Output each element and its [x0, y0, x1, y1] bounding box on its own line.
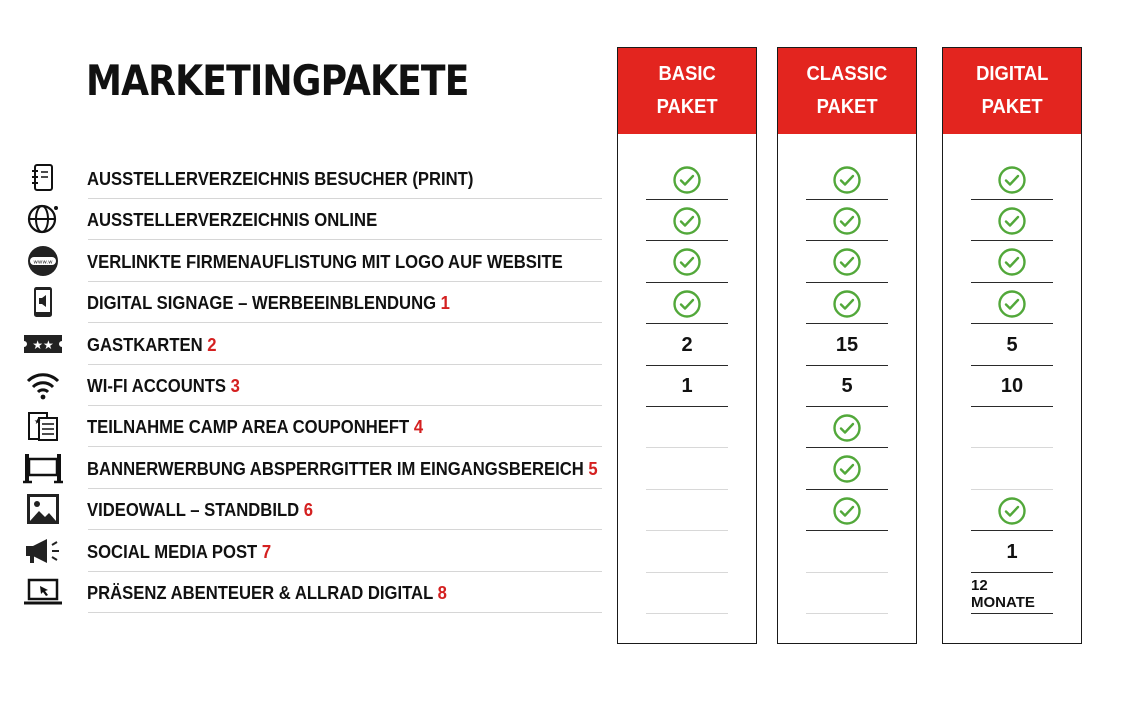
package-header-line2: PAKET — [981, 96, 1043, 118]
feature-label — [87, 458, 598, 480]
feature-label-text: VIDEOWALL – STANDBILD — [87, 499, 300, 521]
feature-label-text: WI-FI ACCOUNTS — [87, 375, 227, 396]
feature-label — [87, 168, 473, 190]
package-header-line2: PAKET — [656, 96, 718, 118]
package-header — [778, 48, 916, 134]
feature-label — [87, 251, 563, 273]
feature-label-text: AUSSTELLERVERZEICHNIS BESUCHER (PRINT) — [87, 168, 474, 189]
package-column-classic — [777, 47, 917, 644]
empty-cell — [971, 449, 1053, 490]
feature-row — [20, 158, 602, 199]
check-icon — [672, 289, 702, 319]
banner-barrier-icon — [22, 453, 64, 483]
footnote-number: 3 — [230, 375, 240, 396]
cell-value: 1 — [681, 375, 693, 397]
check-icon — [672, 247, 702, 277]
feature-label — [87, 334, 217, 356]
feature-row — [20, 489, 602, 530]
included-cell — [971, 242, 1053, 283]
svg-text:★★: ★★ — [32, 337, 54, 352]
value-cell — [646, 366, 728, 407]
feature-label — [87, 582, 447, 604]
feature-label-text: AUSSTELLERVERZEICHNIS ONLINE — [87, 209, 378, 231]
wifi-icon — [22, 370, 64, 400]
globe-icon — [22, 204, 64, 234]
feature-label-text: SOCIAL MEDIA POST — [87, 540, 258, 562]
feature-label-text: VERLINKTE FIRMENAUFLISTUNG MIT LOGO AUF WEBSITE — [87, 250, 563, 272]
value-cell — [971, 573, 1053, 614]
feature-row — [20, 531, 602, 572]
included-cell — [971, 283, 1053, 324]
package-column-digital — [942, 47, 1082, 644]
included-cell — [806, 159, 888, 200]
empty-cell — [646, 532, 728, 573]
phone-speaker-icon — [22, 287, 64, 317]
empty-cell — [646, 407, 728, 448]
feature-label-text: BANNERWERBUNG ABSPERRGITTER IM EINGANGSBEREICH — [87, 457, 584, 479]
feature-label-text: PRÄSENZ ABENTEUER & ALLRAD DIGITAL — [87, 582, 433, 603]
value-cell — [971, 532, 1053, 573]
cell-underline — [806, 613, 888, 614]
cell-underline — [646, 613, 728, 614]
footnote-number: 2 — [207, 333, 217, 355]
included-cell — [806, 449, 888, 490]
coupon-icon — [22, 411, 64, 441]
included-cell — [971, 159, 1053, 200]
package-header — [943, 48, 1081, 134]
empty-cell — [646, 449, 728, 490]
feature-row — [20, 448, 602, 489]
check-icon — [832, 206, 862, 236]
included-cell — [806, 407, 888, 448]
empty-cell — [646, 573, 728, 614]
value-cell — [971, 325, 1053, 366]
included-cell — [971, 200, 1053, 241]
footnote-number: 6 — [303, 499, 314, 521]
feature-row — [20, 241, 602, 282]
feature-label-text: DIGITAL SIGNAGE – WERBEEINBLENDUNG — [87, 292, 437, 314]
included-cell — [646, 159, 728, 200]
ticket-icon — [22, 329, 64, 359]
footnote-number: 5 — [588, 457, 598, 479]
megaphone-icon — [22, 536, 64, 566]
package-header-line1: DIGITAL — [975, 63, 1049, 85]
package-header-line1: CLASSIC — [806, 63, 888, 85]
feature-row — [20, 572, 602, 613]
feature-label-text: GASTKARTEN — [87, 333, 203, 355]
www-icon — [22, 246, 64, 276]
empty-cell — [646, 490, 728, 531]
included-cell — [646, 200, 728, 241]
feature-row — [20, 324, 602, 365]
feature-label — [87, 541, 271, 563]
check-icon — [832, 289, 862, 319]
check-icon — [832, 454, 862, 484]
included-cell — [806, 242, 888, 283]
cell-value: 5 — [841, 375, 853, 397]
value-cell — [806, 325, 888, 366]
included-cell — [971, 490, 1053, 531]
image-icon — [22, 494, 64, 524]
svg-text:www.w: www.w — [33, 259, 53, 266]
row-divider — [88, 612, 602, 613]
footnote-number: 7 — [261, 540, 272, 562]
package-column-basic — [617, 47, 757, 644]
check-icon — [997, 165, 1027, 195]
feature-row — [20, 365, 602, 406]
cell-value: 2 — [681, 333, 693, 356]
check-icon — [832, 413, 862, 443]
feature-row — [20, 199, 602, 240]
empty-cell — [971, 407, 1053, 448]
feature-row — [20, 282, 602, 323]
laptop-icon — [22, 577, 64, 607]
cell-value: 1 — [1006, 540, 1018, 563]
check-icon — [832, 247, 862, 277]
footnote-number: 8 — [437, 582, 447, 603]
value-cell — [971, 366, 1053, 407]
included-cell — [646, 242, 728, 283]
package-header-line1: BASIC — [658, 63, 716, 85]
check-icon — [672, 206, 702, 236]
check-icon — [997, 289, 1027, 319]
empty-cell — [806, 532, 888, 573]
feature-label — [87, 499, 313, 521]
footnote-number: 4 — [413, 416, 424, 438]
included-cell — [806, 490, 888, 531]
cell-underline — [971, 613, 1053, 614]
package-header-line2: PAKET — [816, 96, 878, 118]
svg-text:★: ★ — [34, 417, 42, 427]
cell-value: 15 — [835, 333, 859, 356]
cell-value: 12 MONATE — [971, 576, 1035, 611]
feature-label — [87, 209, 377, 231]
cell-value: 5 — [1006, 333, 1018, 356]
check-icon — [672, 165, 702, 195]
feature-label — [87, 416, 423, 438]
value-cell — [646, 325, 728, 366]
check-icon — [997, 206, 1027, 236]
cell-value: 10 — [1000, 375, 1024, 397]
empty-cell — [806, 573, 888, 614]
value-cell — [806, 366, 888, 407]
included-cell — [806, 200, 888, 241]
feature-label-text: TEILNAHME CAMP AREA COUPONHEFT — [87, 416, 410, 438]
feature-row — [20, 406, 602, 447]
check-icon — [832, 496, 862, 526]
notebook-icon — [22, 163, 64, 193]
included-cell — [806, 283, 888, 324]
check-icon — [997, 496, 1027, 526]
feature-label — [87, 375, 240, 397]
included-cell — [646, 283, 728, 324]
check-icon — [997, 247, 1027, 277]
page-title: MARKETINGPAKETE — [86, 56, 469, 105]
check-icon — [832, 165, 862, 195]
feature-label — [87, 292, 450, 314]
footnote-number: 1 — [440, 292, 450, 314]
package-header — [618, 48, 756, 134]
